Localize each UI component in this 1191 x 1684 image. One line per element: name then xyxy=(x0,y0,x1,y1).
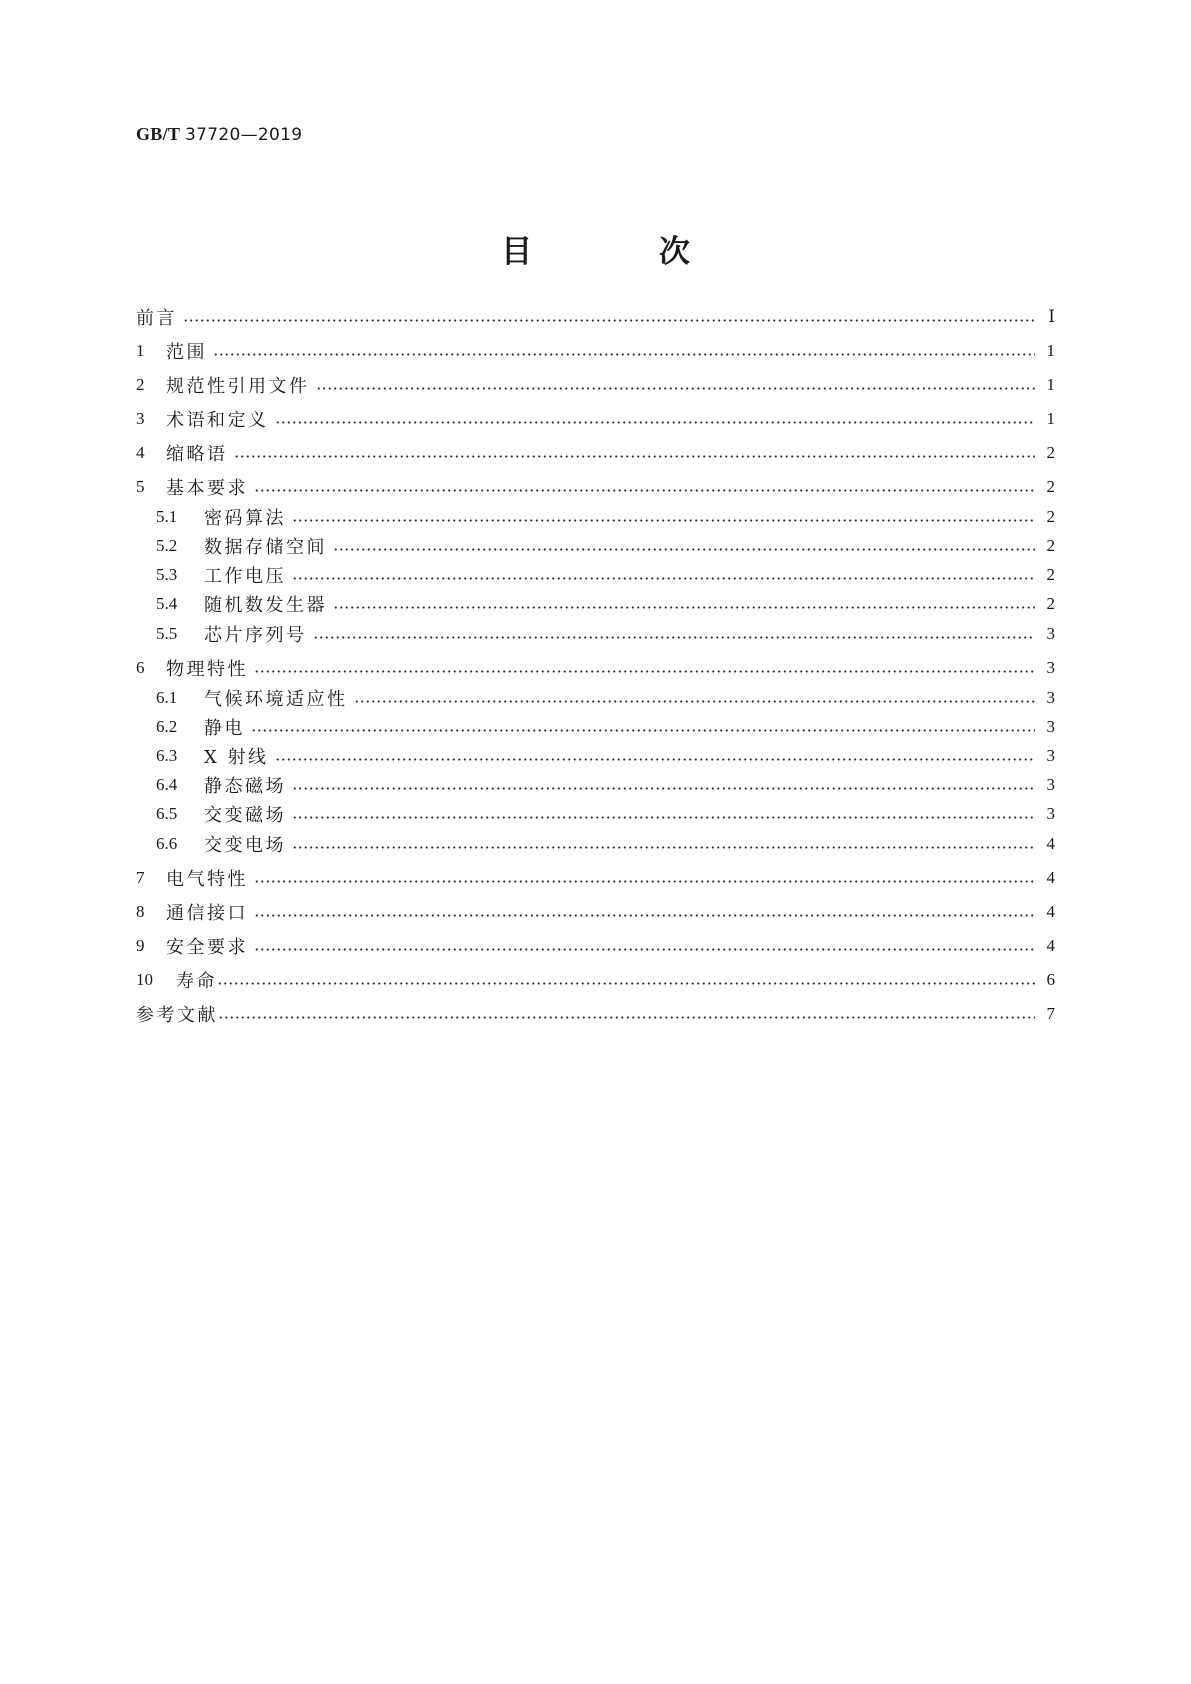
toc-entry-title: 电气特性 xyxy=(166,869,248,890)
toc-entry-page: 4 xyxy=(1046,834,1055,853)
toc-entry-page: 3 xyxy=(1046,775,1055,794)
page-title: 目 次 xyxy=(501,234,748,270)
toc-entry[interactable] xyxy=(156,563,1055,587)
toc-entry-page: 4 xyxy=(1046,902,1055,921)
toc-entry-title: 气候环境适应性 xyxy=(204,689,348,710)
toc-entry-number: 5.1 xyxy=(156,507,178,526)
toc-entry[interactable] xyxy=(156,592,1055,616)
toc-entry[interactable] xyxy=(136,441,1055,465)
toc-entry[interactable] xyxy=(136,656,1055,680)
toc-entry-page: 3 xyxy=(1046,804,1055,823)
toc-leader-dots xyxy=(275,744,1035,768)
toc-entry[interactable] xyxy=(136,407,1055,431)
toc-leader-dots xyxy=(333,534,1035,558)
toc-entry-title: 芯片序列号 xyxy=(204,625,307,646)
toc-entry-title: 术语和定义 xyxy=(166,410,269,431)
toc-entry-number: 6.6 xyxy=(156,834,178,853)
toc-entry-number: 5.5 xyxy=(156,624,178,643)
toc-entry-title: 基本要求 xyxy=(166,478,248,499)
toc-entry-title: 静态磁场 xyxy=(204,776,286,797)
toc-entry-page: 2 xyxy=(1046,565,1055,584)
toc-entry[interactable] xyxy=(136,305,1055,329)
toc-entry[interactable] xyxy=(156,505,1055,529)
toc-leader-dots xyxy=(254,866,1035,890)
toc-entry-title: 规范性引用文件 xyxy=(166,376,310,397)
toc-entry-page: 3 xyxy=(1046,717,1055,736)
toc-entry-page: 3 xyxy=(1046,624,1055,643)
toc-leader-dots xyxy=(234,441,1036,465)
toc-entry-number: 6.4 xyxy=(156,775,178,794)
toc-entry[interactable] xyxy=(156,744,1055,768)
toc-entry-title: 数据存储空间 xyxy=(204,537,327,558)
toc-entry[interactable] xyxy=(136,339,1055,363)
toc-entry[interactable] xyxy=(156,832,1055,856)
toc-entry-page: 3 xyxy=(1046,658,1055,677)
toc-entry-page: 1 xyxy=(1046,341,1055,360)
toc-leader-dots xyxy=(354,686,1036,710)
toc-entry-number: 3 xyxy=(136,409,145,428)
toc-entry-page: 4 xyxy=(1046,868,1055,887)
toc-leader-dots xyxy=(292,505,1035,529)
toc-entry[interactable] xyxy=(156,622,1055,646)
toc-entry[interactable] xyxy=(156,686,1055,710)
toc-entry-number: 2 xyxy=(136,375,145,394)
toc-entry-page: 7 xyxy=(1046,1004,1055,1023)
toc-leader-dots xyxy=(292,832,1035,856)
toc-entry-page: 2 xyxy=(1046,477,1055,496)
toc-leader-dots xyxy=(316,373,1036,397)
toc-entry[interactable] xyxy=(136,373,1055,397)
toc-leader-dots xyxy=(254,656,1035,680)
toc-leader-dots xyxy=(251,715,1035,739)
toc-entry-page: 4 xyxy=(1046,936,1055,955)
toc-leader-dots xyxy=(183,305,1035,329)
toc-entry[interactable] xyxy=(136,1002,1055,1026)
toc-entry-page: 1 xyxy=(1046,409,1055,428)
standard-prefix: GB/T xyxy=(136,124,181,144)
toc-leader-dots xyxy=(313,622,1036,646)
toc-leader-dots xyxy=(292,802,1035,826)
toc-entry-number: 4 xyxy=(136,443,145,462)
toc-entry-number: 5 xyxy=(136,477,145,496)
toc-entry-title: 范围 xyxy=(166,342,207,363)
toc-entry-number: 6.2 xyxy=(156,717,178,736)
toc-leader-dots xyxy=(333,592,1035,616)
toc-leader-dots xyxy=(292,563,1035,587)
toc-entry-number: 1 xyxy=(136,341,145,360)
toc-entry-page: Ⅰ xyxy=(1048,307,1055,326)
toc-entry-number: 6 xyxy=(136,658,145,677)
toc-entry-number: 5.3 xyxy=(156,565,178,584)
toc-entry-page: 1 xyxy=(1046,375,1055,394)
toc-entry[interactable] xyxy=(136,866,1055,890)
toc-leader-dots xyxy=(275,407,1036,431)
toc-entry[interactable] xyxy=(136,968,1055,992)
toc-entry-title: 前言 xyxy=(136,308,177,329)
toc-entry-title: 安全要求 xyxy=(166,937,248,958)
toc-leader-dots xyxy=(292,773,1035,797)
toc-entry[interactable] xyxy=(156,715,1055,739)
toc-entry-title: 通信接口 xyxy=(166,903,248,924)
toc-entry-number: 5.2 xyxy=(156,536,178,555)
toc-entry-number: 6.1 xyxy=(156,688,178,707)
toc-entry-title: 缩略语 xyxy=(166,444,228,465)
toc-entry[interactable] xyxy=(136,475,1055,499)
toc-entry-title: X 射线 xyxy=(204,747,269,768)
toc-entry-number: 7 xyxy=(136,868,145,887)
toc-entry-page: 3 xyxy=(1046,688,1055,707)
toc-entry-page: 2 xyxy=(1046,594,1055,613)
standard-number: 37720—2019 xyxy=(185,125,303,145)
toc-entry-title: 交变电场 xyxy=(204,835,286,856)
toc-entry-title: 密码算法 xyxy=(204,508,286,529)
toc-entry-title: 随机数发生器 xyxy=(204,595,327,616)
toc-entry-page: 3 xyxy=(1046,746,1055,765)
toc-entry-page: 2 xyxy=(1046,536,1055,555)
toc-entry-page: 2 xyxy=(1046,443,1055,462)
toc-leader-dots xyxy=(217,968,1035,992)
toc-entry-page: 2 xyxy=(1046,507,1055,526)
toc-entry-number: 10 xyxy=(136,970,153,989)
toc-leader-dots xyxy=(213,339,1035,363)
toc-entry-page: 6 xyxy=(1046,970,1055,989)
toc-entry[interactable] xyxy=(136,934,1055,958)
toc-leader-dots xyxy=(254,900,1035,924)
toc-entry-number: 6.5 xyxy=(156,804,178,823)
toc-entry-title: 交变磁场 xyxy=(204,805,286,826)
toc-entry-title: 寿命 xyxy=(176,971,217,992)
toc-entry[interactable] xyxy=(156,534,1055,558)
toc-leader-dots xyxy=(254,475,1035,499)
toc-entry-title: 工作电压 xyxy=(204,566,286,587)
toc-entry[interactable] xyxy=(156,802,1055,826)
toc-entry-title: 参考文献 xyxy=(136,1005,218,1026)
toc-entry[interactable] xyxy=(136,900,1055,924)
toc-entry-title: 静电 xyxy=(204,718,245,739)
toc-entry[interactable] xyxy=(156,773,1055,797)
toc-leader-dots xyxy=(218,1002,1035,1026)
toc-entry-number: 5.4 xyxy=(156,594,178,613)
toc-entry-number: 6.3 xyxy=(156,746,178,765)
toc-entry-title: 物理特性 xyxy=(166,659,248,680)
toc-entry-number: 8 xyxy=(136,902,145,921)
toc-entry-number: 9 xyxy=(136,936,145,955)
toc-leader-dots xyxy=(254,934,1035,958)
